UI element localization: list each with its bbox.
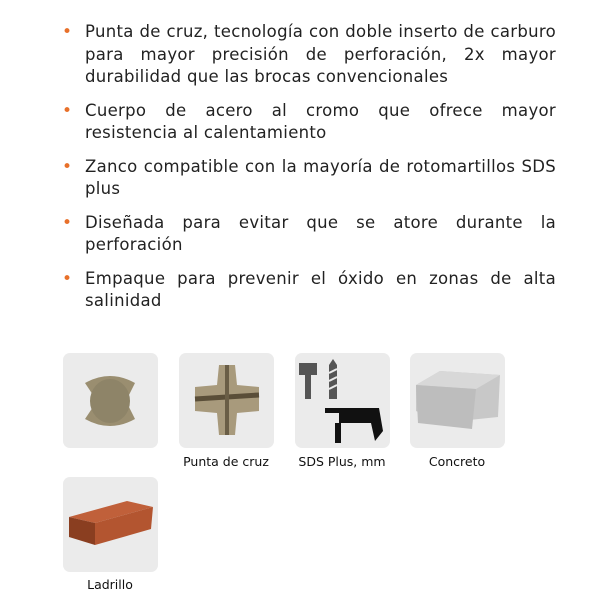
bullet-icon: • (62, 156, 73, 177)
feature-item: • Diseñada para evitar que se atore durante la perforación (62, 212, 556, 254)
bullet-icon: • (62, 22, 73, 42)
carbide-tip-icon (63, 353, 158, 448)
cross-tip-label: Punta de cruz (183, 454, 269, 469)
concrete-icon (410, 353, 505, 448)
bullet-icon: • (62, 100, 73, 121)
sds-plus-label: SDS Plus, mm (298, 454, 386, 469)
feature-item: • Zanco compatible con la mayoría de rotomartillos SDS plus (62, 156, 556, 198)
bullet-icon: • (62, 268, 73, 289)
bullet-icon: • (62, 212, 73, 233)
feature-item: • Cuerpo de acero al cromo que ofrece mayor resistencia al calentamiento (62, 100, 556, 142)
sds-plus-icon (295, 353, 390, 448)
feature-item: • Empaque para prevenir el óxido en zonas de alta salinidad (62, 268, 556, 310)
feature-list (60, 21, 556, 324)
concrete-label: Concreto (428, 454, 486, 469)
brick-icon (63, 477, 158, 572)
brick-label: Ladrillo (87, 577, 133, 592)
feature-item: • Punta de cruz, tecnología con doble inserto de carburo para mayor precisión de perforación, 2x mayor durabilidad que las brocas convencionales (62, 22, 556, 86)
cross-tip-icon (179, 353, 274, 448)
